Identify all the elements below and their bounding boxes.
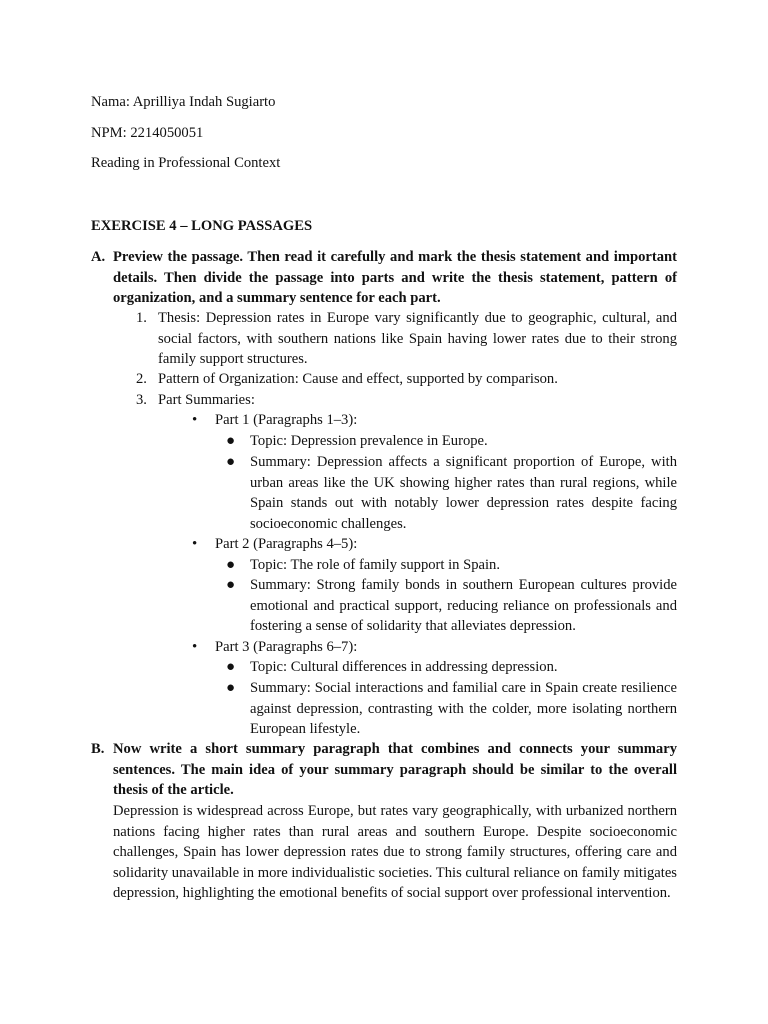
pattern-item: Pattern of Organization: Cause and effect, supported by comparison. [158, 371, 558, 387]
section-b-marker: B. [91, 741, 105, 757]
item-3-marker: 3. [136, 392, 147, 408]
item-2-marker: 2. [136, 371, 147, 387]
part-3-topic-bullet: ● [226, 659, 236, 675]
part-2-summary-bullet: ● [226, 577, 236, 593]
part-1-topic-bullet: ● [226, 433, 236, 449]
part-2-topic: Topic: The role of family support in Spain. [250, 557, 501, 573]
part-3-summary: Summary: Social interactions and familial care in Spain create resilience against depression, contrasting with the colder, more isolating northern European lifestyle. [250, 680, 677, 737]
section-a-marker: A. [91, 249, 106, 265]
section-b-instruction: Now write a short summary paragraph that combines and connects your summary sentences. The main idea of your summary paragraph should be similar to the overall thesis of the article. [113, 741, 677, 798]
student-npm: NPM: 2214050051 [91, 125, 204, 141]
summary-paragraph: Depression is widespread across Europe, but rates vary geographically, with urbanized northern nations facing higher rates than rural areas and southern Europe. Despite socioeconomic challenges, Spain has lower depression rates due to strong family structures, offering care and solidarity unavailable in more individualistic societies. This cultural reliance on family mitigates depression, highlighting the emotional benefits of social support over professional intervention. [113, 803, 677, 901]
part-1-summary: Summary: Depression affects a significant proportion of Europe, with urban areas like the UK showing higher rates than rural regions, while Spain stands out with notably lower depression rates despite facing socioeconomic challenges. [250, 454, 677, 532]
part-1-bullet: • [192, 412, 198, 428]
part-2-summary: Summary: Strong family bonds in southern European cultures provide emotional and practical support, reducing reliance on professionals and fostering a sense of solidarity that alleviates depression. [250, 577, 677, 634]
part-1-summary-bullet: ● [226, 454, 236, 470]
item-1-marker: 1. [136, 310, 147, 326]
student-name: Nama: Aprilliya Indah Sugiarto [91, 94, 276, 110]
part-2-topic-bullet: ● [226, 557, 236, 573]
part-1-label: Part 1 (Paragraphs 1–3): [215, 412, 358, 428]
part-3-bullet: • [192, 639, 198, 655]
exercise-title: EXERCISE 4 – LONG PASSAGES [91, 218, 313, 234]
part-2-bullet: • [192, 536, 198, 552]
part-1-topic: Topic: Depression prevalence in Europe. [250, 433, 488, 449]
part-3-topic: Topic: Cultural differences in addressing depression. [250, 659, 558, 675]
thesis-item: Thesis: Depression rates in Europe vary significantly due to geographic, cultural, and social factors, with southern nations like Spain having lower rates due to their strong family support structures. [158, 310, 677, 367]
part-summaries-item: Part Summaries: [158, 392, 255, 408]
course-name: Reading in Professional Context [91, 155, 281, 171]
part-3-summary-bullet: ● [226, 680, 236, 696]
section-a-instruction: Preview the passage. Then read it carefully and mark the thesis statement and important details. Then divide the passage into parts and write the thesis statement, pattern of organization, and a summary sentence for each part. [113, 249, 677, 306]
part-3-label: Part 3 (Paragraphs 6–7): [215, 639, 358, 655]
part-2-label: Part 2 (Paragraphs 4–5): [215, 536, 358, 552]
